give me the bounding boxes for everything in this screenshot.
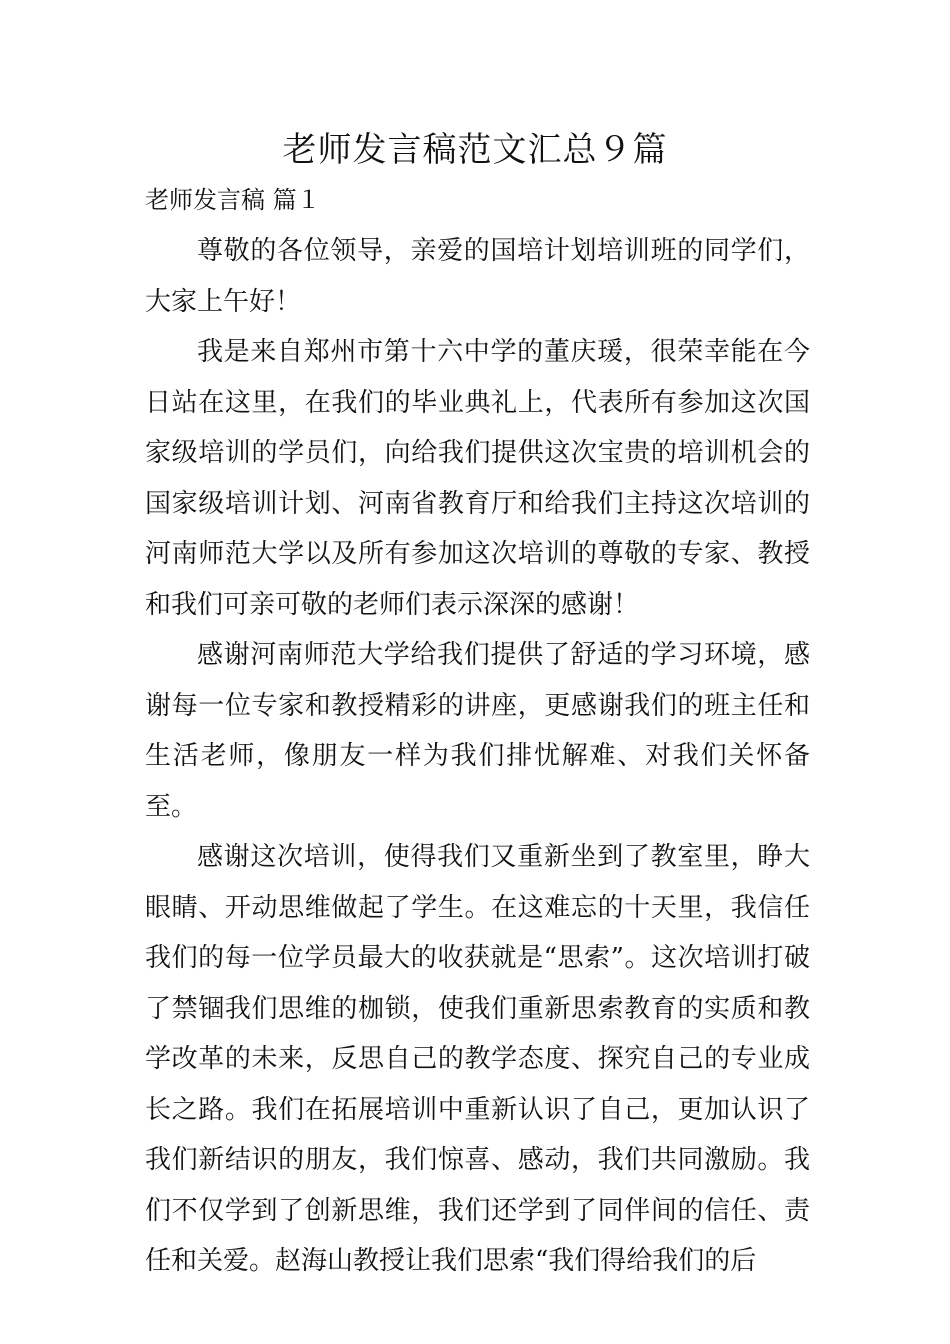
section-heading: 老师发言稿 篇１ [145,186,321,214]
document-body [145,226,810,1287]
paragraph-reflection: 感谢这次培训，使得我们又重新坐到了教室里，睁大眼睛、开动思维做起了学生。在这难忘的十天里，我信任我们的每一位学员最大的收获就是“思索”。这次培训打破了禁锢我们思维的枷锁，使我们重新思索教育的实质和教学改革的未来，反思自己的教学态度、探究自己的专业成长之路。我们在拓展培训中重新认识了自己，更加认识了我们新结识的朋友，我们惊喜、感动，我们共同激励。我们不仅学到了创新思维，我们还学到了同伴间的信任、责任和关爱。赵海山教授让我们思索“我们得给我们的后 [145,842,810,1276]
paragraph-greeting: 尊敬的各位领导，亲爱的国培计划培训班的同学们，大家上午好！ [145,236,810,317]
paragraph-introduction: 我是来自郑州市第十六中学的董庆瑗，很荣幸能在今日站在这里，在我们的毕业典礼上，代表所有参加这次国家级培训的学员们，向给我们提供这次宝贵的培训机会的国家级培训计划、河南省教育厅和给我们主持这次培训的河南师范大学以及所有参加这次培训的尊敬的专家、教授和我们可亲可敬的老师们表示深深的感谢！ [145,337,810,620]
paragraph-thanks: 感谢河南师范大学给我们提供了舒适的学习环境，感谢每一位专家和教授精彩的讲座，更感谢我们的班主任和生活老师，像朋友一样为我们排忧解难、对我们关怀备至。 [145,640,810,822]
document-title: 老师发言稿范文汇总９篇 [282,130,668,170]
